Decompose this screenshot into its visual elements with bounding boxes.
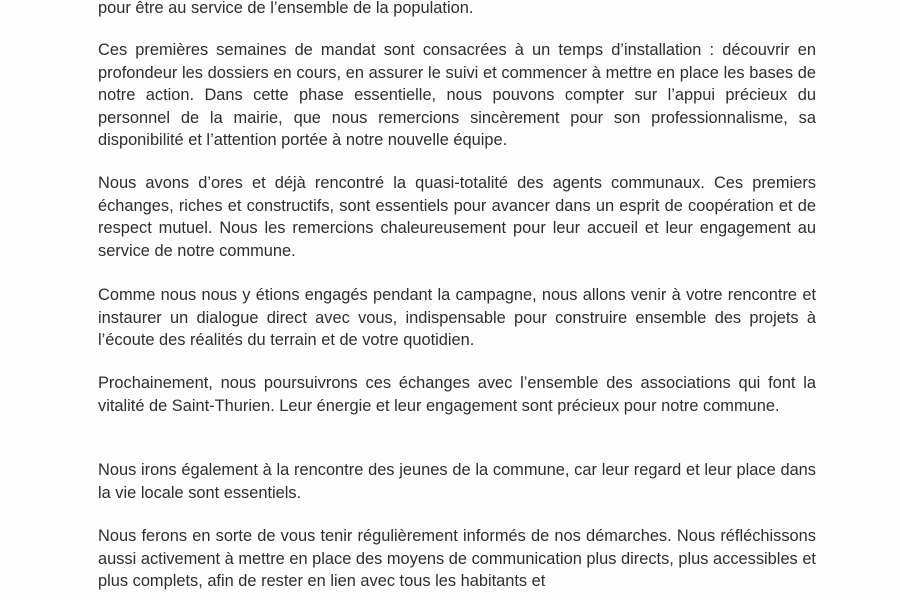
paragraph-associations: Prochainement, nous poursuivrons ces échanges avec l’ensemble des associations qui font la vitalité de Saint-Thurien. Leur énergie et leur engagement sont précieux pour notre commune. — [98, 374, 816, 415]
paragraph-installation: Ces premières semaines de mandat sont consacrées à un temps d’installation : découvrir en profondeur les dossiers en cours, en assurer le suivi et commencer à mettre en place les bases de notre action. Dans cette phase essentielle, nous pouvons compter sur l’appui précieux du personnel de la mairie, que nous remercions sincèrement pour son professionnalisme, sa disponibilité et l’attention portée à notre nouvelle équipe. — [98, 41, 816, 149]
paragraph-agents: Nous avons d’ores et déjà rencontré la quasi-totalité des agents communaux. Ces premiers échanges, riches et constructifs, sont essentiels pour avancer dans un esprit de coopération et de respect mutuel. Nous les remercions chaleureusement pour leur accueil et leur engagement au service de notre commune. — [98, 174, 816, 260]
paragraph-intro-fragment: pour être au service de l’ensemble de la population. — [98, 0, 474, 17]
paragraph-dialogue: Comme nous nous y étions engagés pendant la campagne, nous allons venir à votre rencontre et instaurer un dialogue direct avec vous, indispensable pour construire ensemble des projets à l’écoute des réalités du terrain et de votre quotidien. — [98, 286, 816, 349]
paragraph-youth: Nous irons également à la rencontre des jeunes de la commune, car leur regard et leur place dans la vie locale sont essentiels. — [98, 461, 816, 502]
paragraph-communication: Nous ferons en sorte de vous tenir régulièrement informés de nos démarches. Nous réfléchissons aussi activement à mettre en place des moyens de communication plus directs, plus accessibles et plus complets, afin de rester en lien avec tous les habitants et — [98, 527, 816, 590]
